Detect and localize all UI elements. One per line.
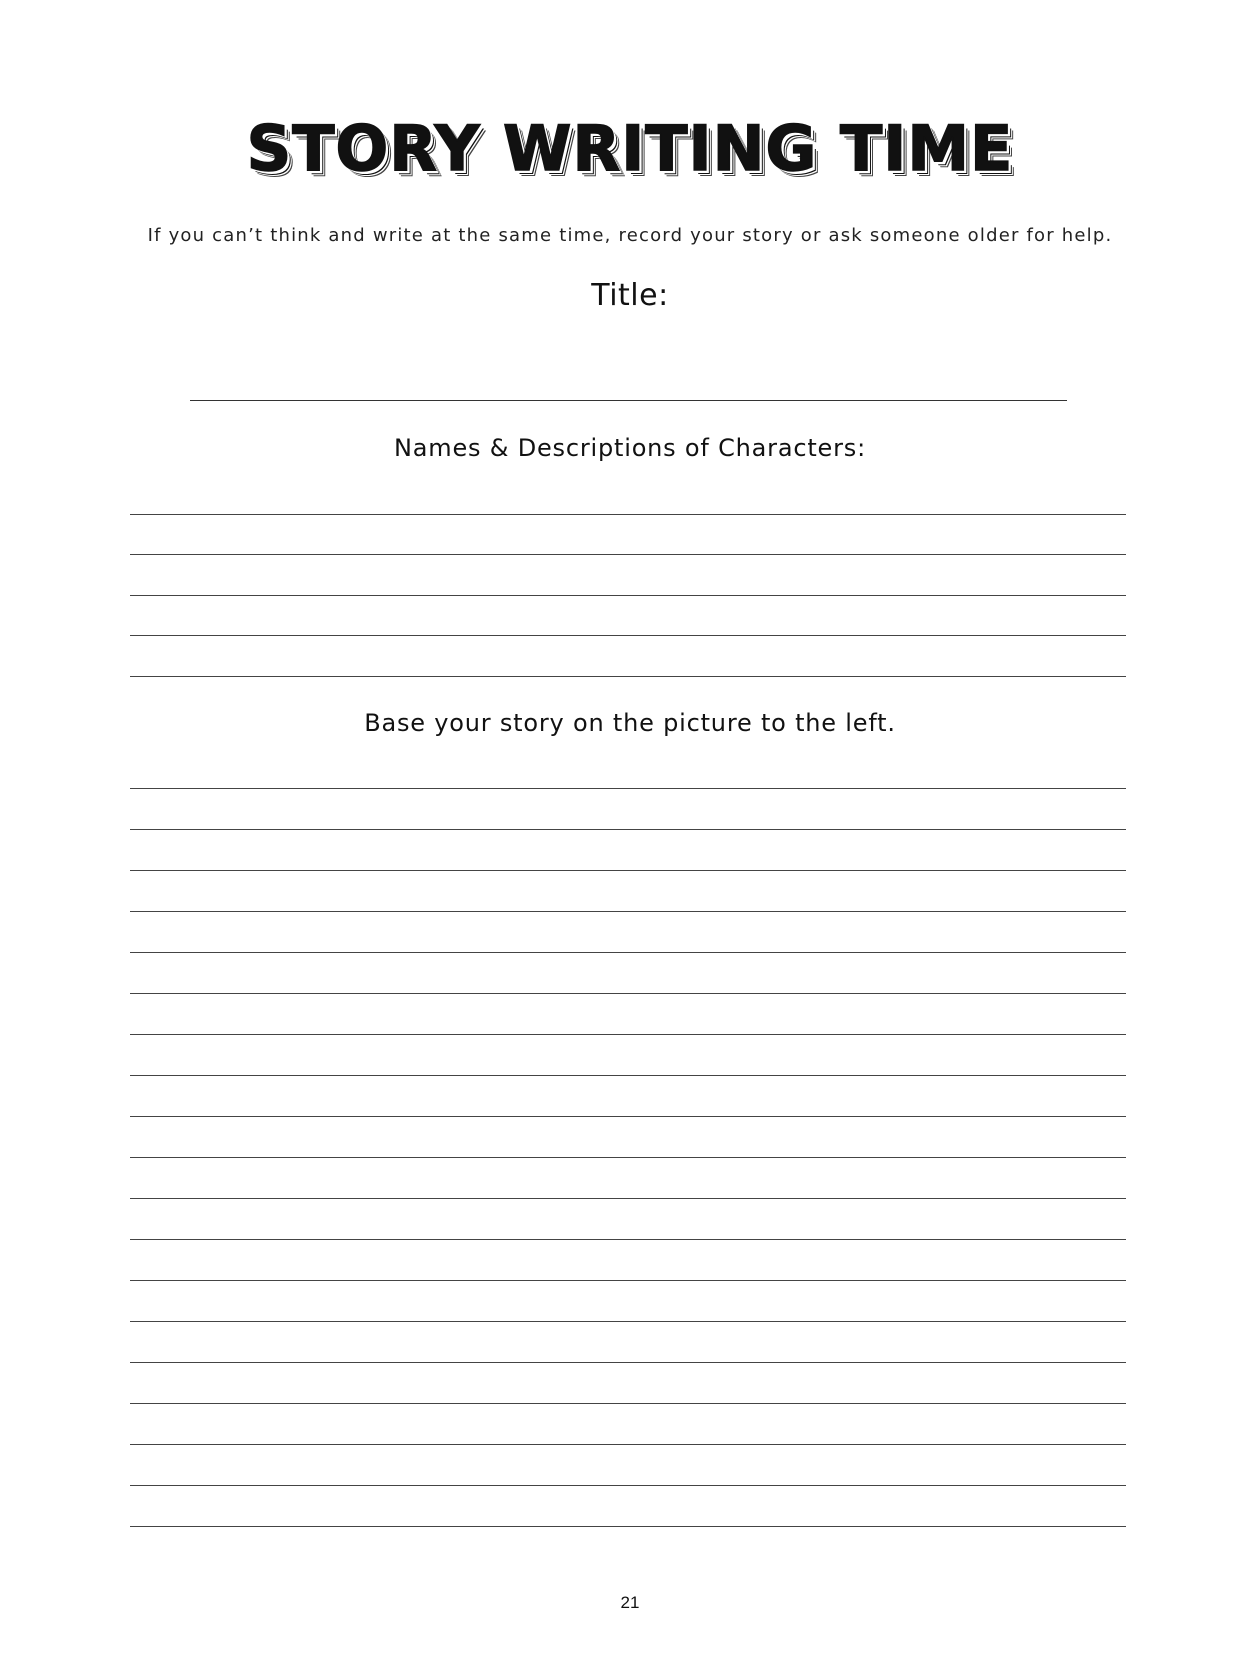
- story-write-line[interactable]: [130, 1239, 1126, 1240]
- characters-write-line[interactable]: [130, 514, 1126, 515]
- story-write-line[interactable]: [130, 1198, 1126, 1199]
- title-label: Title:: [591, 278, 669, 313]
- story-write-line[interactable]: [130, 1444, 1126, 1445]
- story-prompt: Base your story on the picture to the left.: [364, 709, 896, 737]
- characters-write-line[interactable]: [130, 676, 1126, 677]
- story-write-line[interactable]: [130, 1075, 1126, 1076]
- story-write-line[interactable]: [130, 1526, 1126, 1527]
- characters-write-line[interactable]: [130, 595, 1126, 596]
- story-write-line[interactable]: [130, 788, 1126, 789]
- title-write-line[interactable]: [190, 400, 1067, 401]
- page-heading: STORY WRITING TIME: [246, 112, 1014, 185]
- story-write-line[interactable]: [130, 993, 1126, 994]
- page-number: 21: [620, 1593, 640, 1612]
- story-write-line[interactable]: [130, 1034, 1126, 1035]
- characters-write-line[interactable]: [130, 635, 1126, 636]
- instruction-text: If you can’t think and write at the same time, record your story or ask someone older for help.: [147, 225, 1113, 246]
- story-write-line[interactable]: [130, 1362, 1126, 1363]
- story-write-line[interactable]: [130, 870, 1126, 871]
- story-write-line[interactable]: [130, 1321, 1126, 1322]
- story-write-line[interactable]: [130, 1157, 1126, 1158]
- story-write-line[interactable]: [130, 1485, 1126, 1486]
- story-write-line[interactable]: [130, 911, 1126, 912]
- story-write-line[interactable]: [130, 1116, 1126, 1117]
- story-write-line[interactable]: [130, 952, 1126, 953]
- characters-write-line[interactable]: [130, 554, 1126, 555]
- story-write-line[interactable]: [130, 1403, 1126, 1404]
- story-write-line[interactable]: [130, 829, 1126, 830]
- story-write-line[interactable]: [130, 1280, 1126, 1281]
- characters-label: Names & Descriptions of Characters:: [394, 434, 866, 462]
